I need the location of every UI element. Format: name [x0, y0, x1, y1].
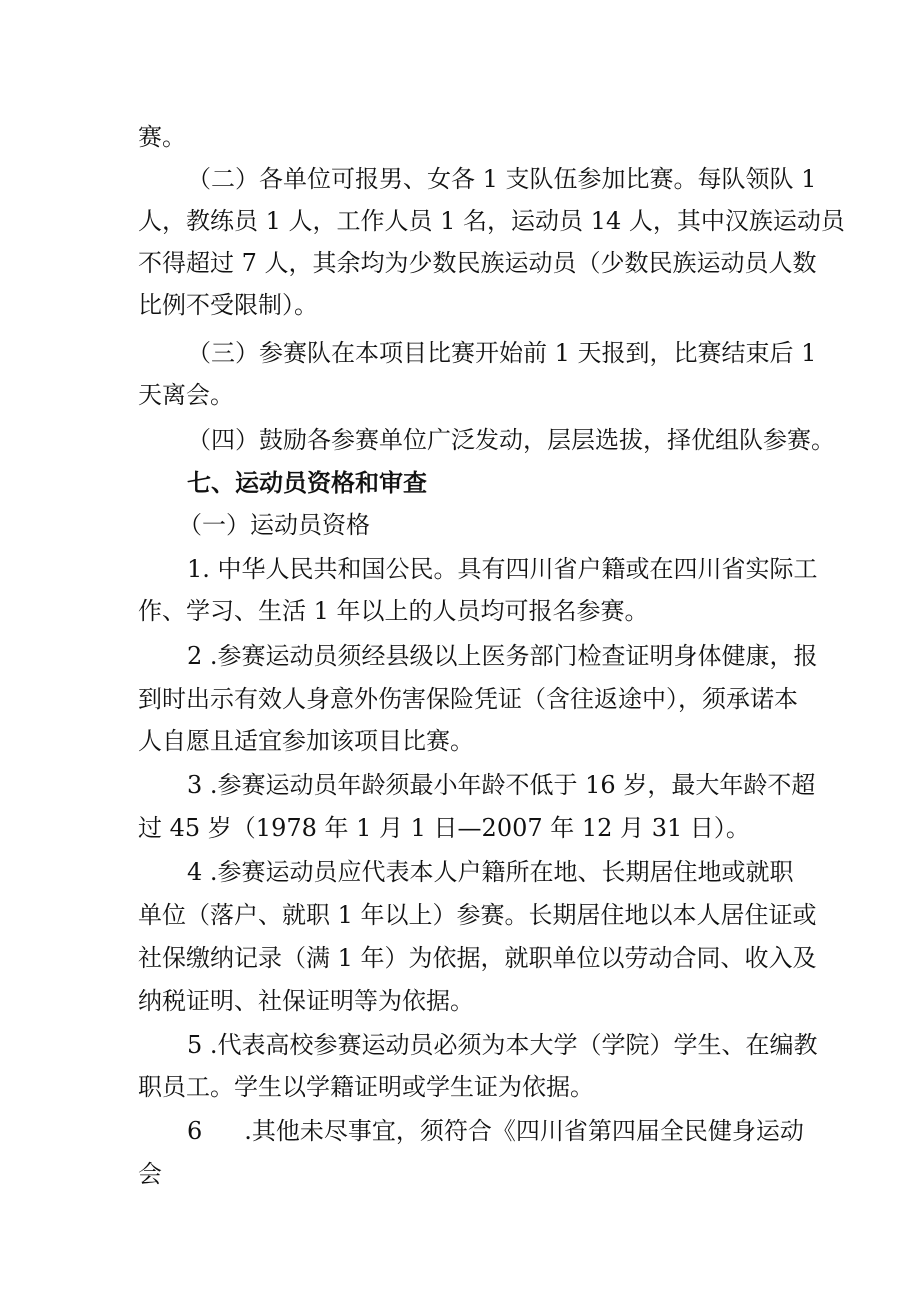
clause-3-line-2: 天离会。 — [138, 381, 234, 409]
item-6-text: .其他未尽事宜，须符合《四川省第四届全民健身运动 — [244, 1117, 804, 1145]
item-5-line-2: 职员工。学生以学籍证明或学生证为依据。 — [138, 1073, 594, 1101]
item-1-line-1: 1. 中华人民共和国公民。具有四川省户籍或在四川省实际工 — [187, 555, 818, 583]
item-3-line-1: 3 .参赛运动员年龄须最小年龄不低于 16 岁，最大年龄不超 — [187, 771, 816, 799]
item-5-line-1: 5 .代表高校参赛运动员必须为本大学（学院）学生、在编教 — [187, 1031, 818, 1059]
clause-2-line-3: 不得超过 7 人，其余均为少数民族运动员（少数民族运动员人数 — [138, 249, 817, 277]
item-4-line-2: 单位（落户、就职 1 年以上）参赛。长期居住地以本人居住证或 — [138, 901, 817, 929]
item-3-line-2: 过 45 岁（1978 年 1 月 1 日—2007 年 12 月 31 日）。 — [138, 814, 750, 842]
clause-2-line-2: 人，教练员 1 人，工作人员 1 名，运动员 14 人，其中汉族运动员 — [138, 207, 845, 235]
item-2-line-2: 到时出示有效人身意外伤害保险凭证（含往返途中），须承诺本 — [138, 685, 798, 713]
section-7-heading: 七、运动员资格和审查 — [187, 469, 427, 497]
clause-3-line-1: （三）参赛队在本项目比赛开始前 1 天报到，比赛结束后 1 — [187, 339, 817, 367]
clause-2-line-4: 比例不受限制）。 — [138, 291, 318, 319]
item-2-line-3: 人自愿且适宜参加该项目比赛。 — [138, 727, 474, 755]
item-4-line-3: 社保缴纳记录（满 1 年）为依据，就职单位以劳动合同、收入及 — [138, 944, 817, 972]
item-6-number: 6 — [187, 1117, 203, 1145]
clause-2-line-1: （二）各单位可报男、女各 1 支队伍参加比赛。每队领队 1 — [187, 165, 817, 193]
clause-4: （四）鼓励各参赛单位广泛发动，层层选拔，择优组队参赛。 — [187, 426, 835, 454]
item-6-line-2: 会 — [138, 1160, 162, 1188]
item-2-line-1: 2 .参赛运动员须经县级以上医务部门检查证明身体健康，报 — [187, 642, 818, 670]
subsection-1-heading: （一）运动员资格 — [178, 511, 370, 539]
item-1-line-2: 作、学习、生活 1 年以上的人员均可报名参赛。 — [138, 597, 649, 625]
paragraph-tail: 赛。 — [138, 123, 186, 151]
item-6-line-1 — [187, 1116, 804, 1146]
item-4-line-4: 纳税证明、社保证明等为依据。 — [138, 987, 474, 1015]
item-4-line-1: 4 .参赛运动员应代表本人户籍所在地、长期居住地或就职 — [187, 858, 794, 886]
